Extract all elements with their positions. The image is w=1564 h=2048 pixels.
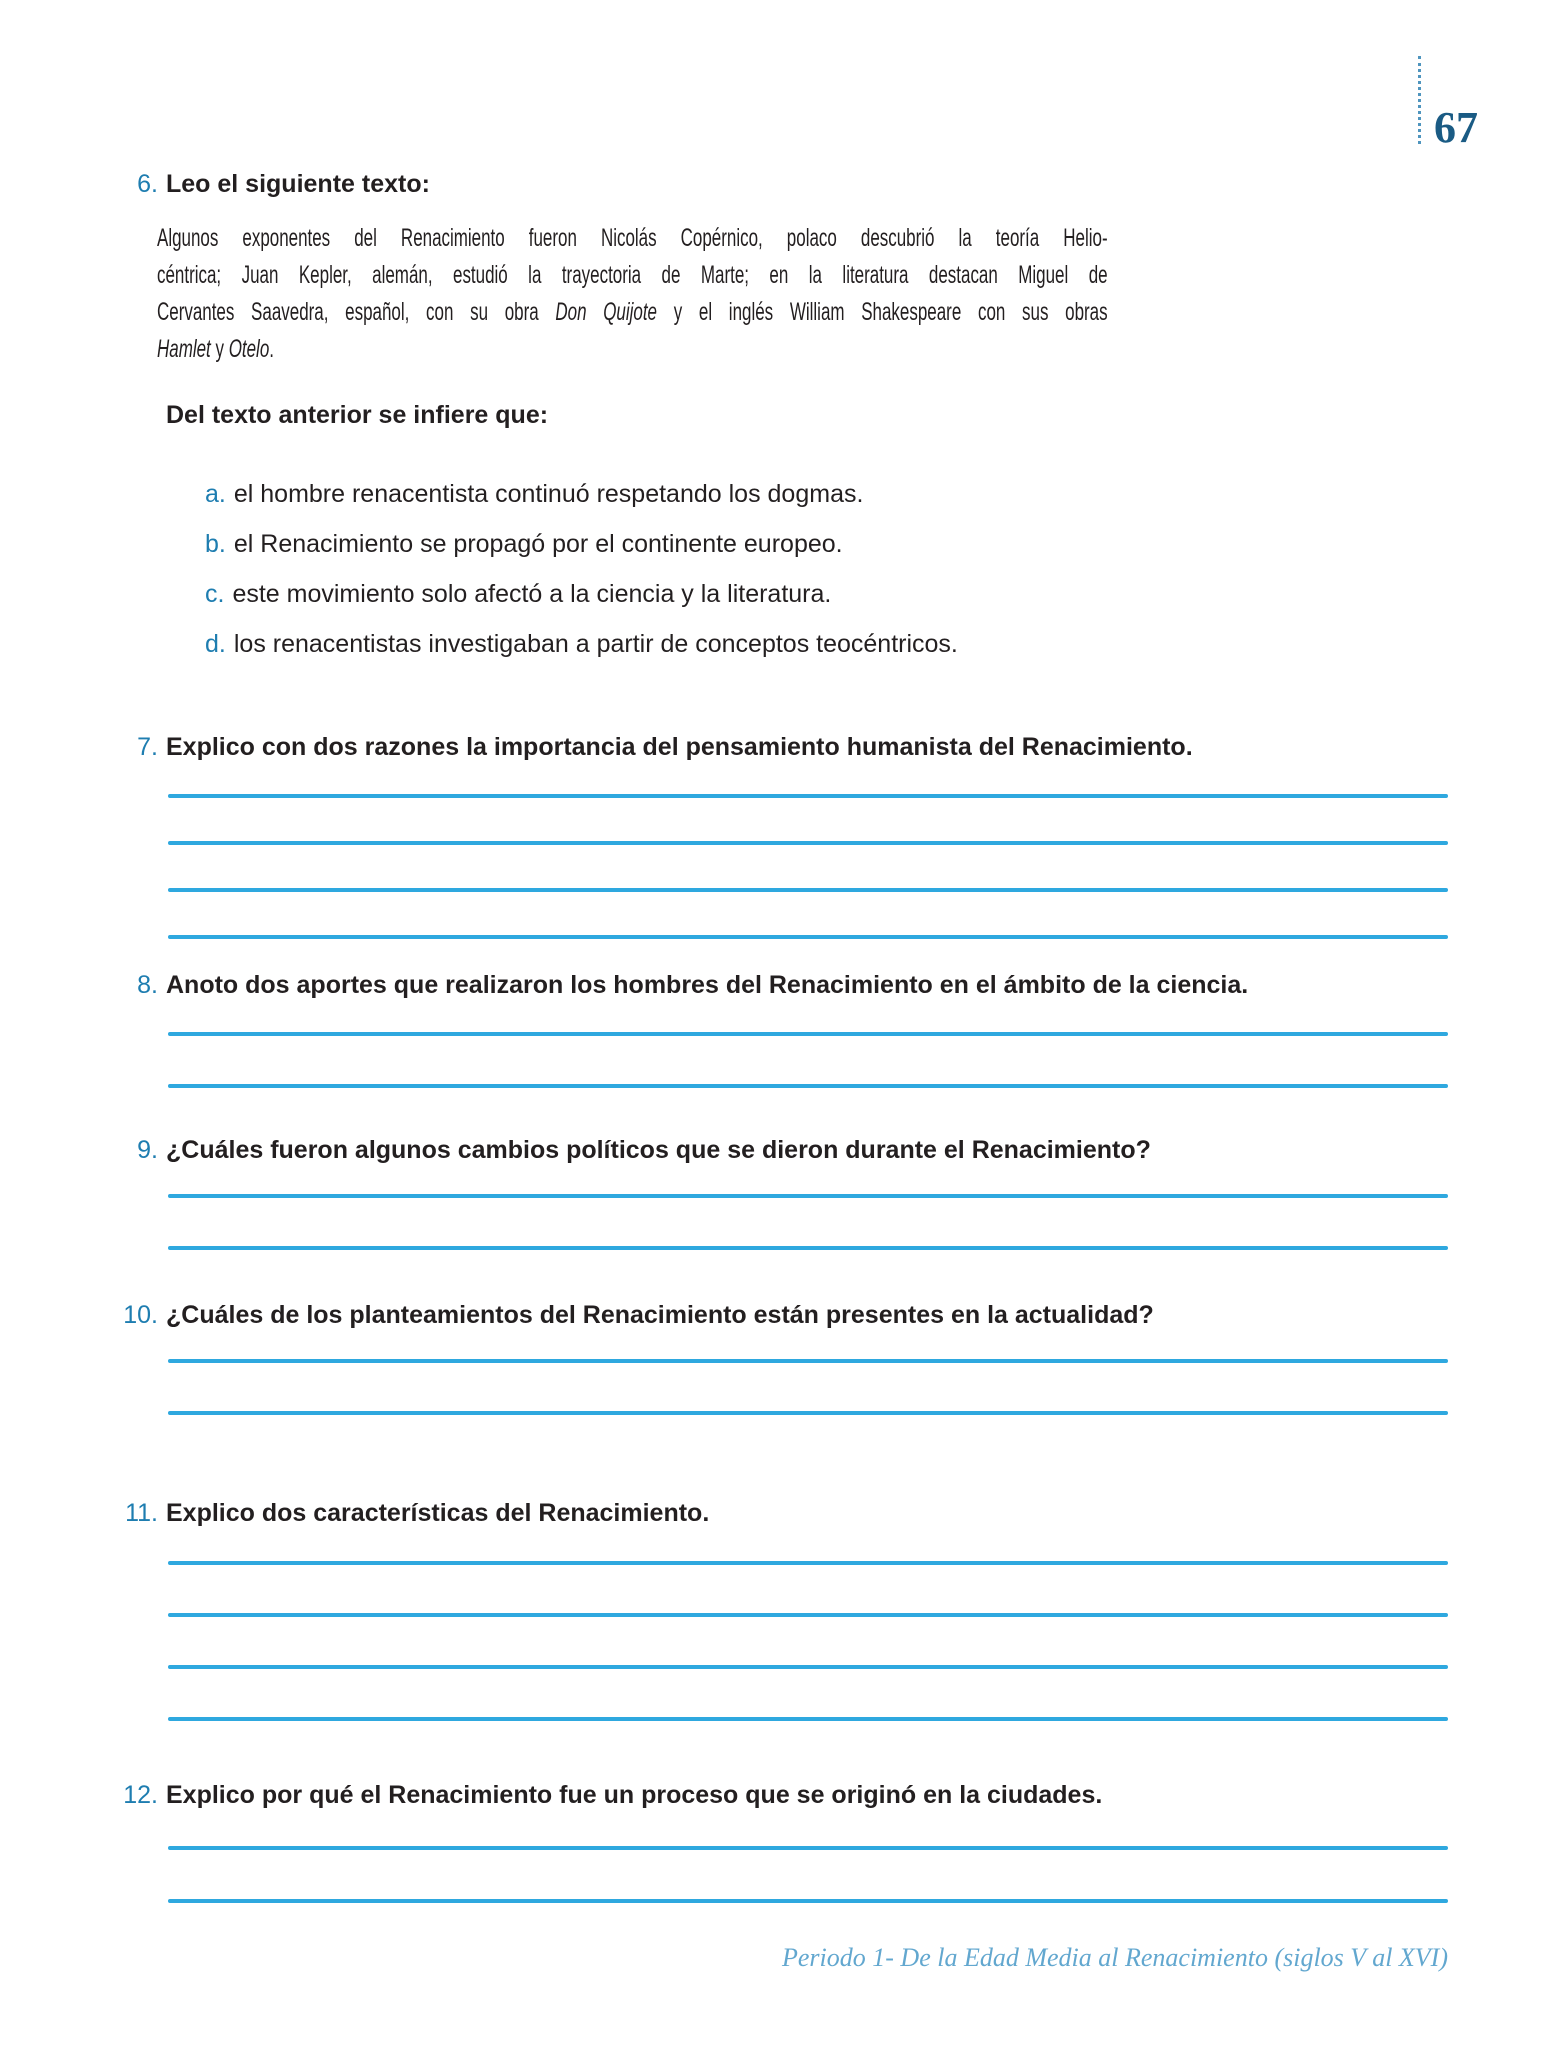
passage-text: y [210, 335, 229, 363]
question-12 [0, 1781, 1524, 1810]
passage-text: y el inglés William Shakespeare con sus obras [657, 298, 1108, 326]
answer-line [168, 888, 1448, 892]
option-b-text: el Renacimiento se propagó por el continente europeo. [233, 530, 843, 558]
question-7-number: 7. [137, 733, 158, 761]
answer-line [168, 1613, 1448, 1617]
question-9-number: 9. [137, 1136, 158, 1164]
answer-line [168, 1194, 1448, 1198]
answer-line [168, 1717, 1448, 1721]
dotted-rule [1418, 56, 1421, 144]
answer-line [168, 1359, 1448, 1363]
page-number-block [1418, 56, 1478, 150]
question-11 [0, 1499, 1524, 1528]
option-c [205, 580, 831, 609]
answer-line [168, 794, 1448, 798]
question-6-header [0, 170, 1524, 199]
question-7-text: Explico con dos razones la importancia del pensamiento humanista del Renacimiento. [166, 733, 1193, 761]
answer-line [168, 1084, 1448, 1088]
passage-text: céntrica; Juan Kepler, alemán, estudió la trayectoria de Marte; en la literatura destacan Miguel de [157, 261, 1108, 289]
question-8-text: Anoto dos aportes que realizaron los hombres del Renacimiento en el ámbito de la ciencia. [166, 971, 1249, 999]
question-7 [0, 733, 1524, 762]
option-d [205, 630, 958, 659]
option-d-letter: d. [205, 630, 226, 658]
question-12-number: 12. [123, 1781, 158, 1809]
book-title: Otelo [228, 335, 270, 363]
passage-text: . [269, 335, 275, 363]
passage-text: Cervantes Saavedra, español, con su obra [157, 298, 556, 326]
answer-line [168, 1899, 1448, 1903]
footer-period-title: Periodo 1- De la Edad Media al Renacimiento (siglos V al XVI) [782, 1943, 1448, 1972]
option-b-letter: b. [205, 530, 226, 558]
reading-passage [157, 220, 1557, 368]
question-10-text: ¿Cuáles de los planteamientos del Renacimiento están presentes en la actualidad? [166, 1301, 1154, 1329]
question-8 [0, 971, 1524, 1000]
passage-line-2 [157, 257, 1108, 294]
answer-line [168, 1411, 1448, 1415]
passage-text: Algunos exponentes del Renacimiento fueron Nicolás Copérnico, polaco descubrió la teoría Helio- [157, 224, 1108, 252]
question-6-number: 6. [137, 170, 158, 198]
option-a-letter: a. [205, 480, 226, 508]
question-9-text: ¿Cuáles fueron algunos cambios políticos que se dieron durante el Renacimiento? [166, 1136, 1151, 1164]
answer-line [168, 1561, 1448, 1565]
passage-line-1 [157, 220, 1108, 257]
answer-line [168, 1665, 1448, 1669]
option-c-text: este movimiento solo afectó a la ciencia y la literatura. [232, 580, 832, 608]
question-11-number: 11. [125, 1499, 158, 1527]
option-c-letter: c. [205, 580, 225, 608]
page-number: 67 [1434, 103, 1478, 152]
book-title: Hamlet [157, 335, 211, 363]
answer-line [168, 1246, 1448, 1250]
question-12-text: Explico por qué el Renacimiento fue un proceso que se originó en la ciudades. [166, 1781, 1103, 1809]
answer-line [168, 1032, 1448, 1036]
question-10-number: 10. [123, 1301, 158, 1329]
answer-line [168, 841, 1448, 845]
option-b [205, 530, 843, 559]
option-d-text: los renacentistas investigaban a partir de conceptos teocéntricos. [233, 630, 958, 658]
passage-line-4 [157, 331, 1108, 368]
inference-prompt: Del texto anterior se infiere que: [166, 401, 549, 429]
question-6-label: Leo el siguiente texto: [166, 170, 430, 198]
option-a [205, 480, 863, 509]
question-8-number: 8. [137, 971, 158, 999]
answer-line [168, 1846, 1448, 1850]
question-11-text: Explico dos características del Renacimiento. [166, 1499, 710, 1527]
passage-line-3 [157, 294, 1108, 331]
answer-line [168, 935, 1448, 939]
question-10 [0, 1301, 1524, 1330]
option-a-text: el hombre renacentista continuó respetando los dogmas. [233, 480, 864, 508]
question-9 [0, 1136, 1524, 1165]
book-title: Don Quijote [555, 298, 658, 326]
